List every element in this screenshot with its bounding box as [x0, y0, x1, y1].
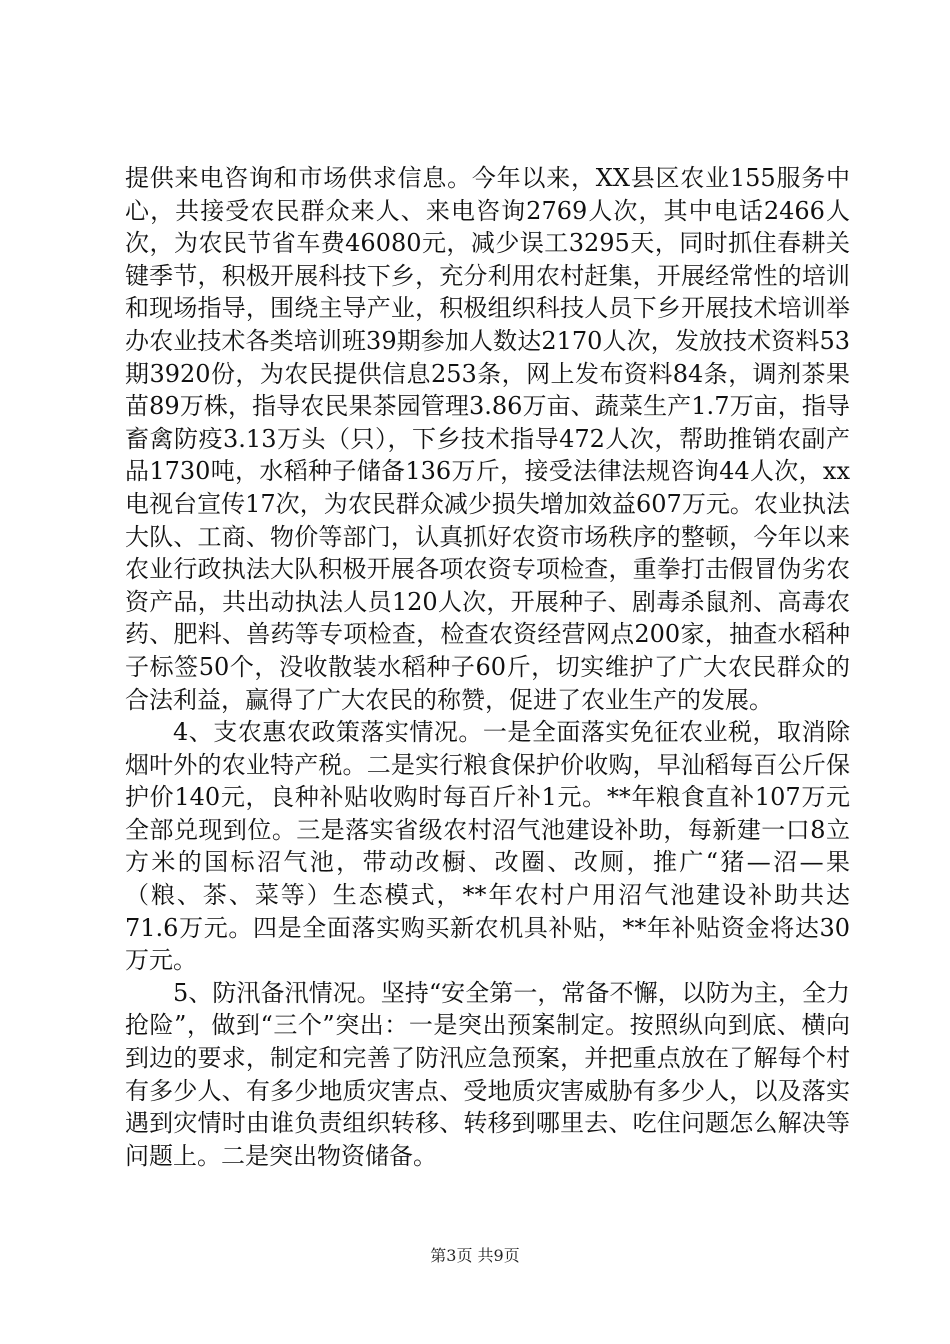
paragraph-service-center: 提供来电咨询和市场供求信息。今年以来，XX县区农业155服务中心，共接受农民群众来人、来电咨询2769人次，其中电话2466人次，为农民节省车费46080元，减少误工3295天，同时抓住春耕关键季节，积极开展科技下乡，充分利用农村赶集，开展经常性的培训和现场指导，围绕主导产业，积极组织科技人员下乡开展技术培训举办农业技术各类培训班39期参加人数达2170人次，发放技术资料53期3920份，为农民提供信息253条，网上发布资料84条，调剂茶果苗89万株，指导农民果茶园管理3.86万亩、蔬菜生产1.7万亩，指导畜禽防疫3.13万头（只），下乡技术指导472人次，帮助推销农副产品1730吨，水稻种子储备136万斤，接受法律法规咨询44人次，xx电视台宣传17次，为农民群众减少损失增加效益607万元。农业执法大队、工商、物价等部门，认真抓好农资市场秩序的整顿，今年以来农业行政执法大队积极开展各项农资专项检查，重拳打击假冒伪劣农资产品，共出动执法人员120人次，开展种子、剧毒杀鼠剂、高毒农药、肥料、兽药等专项检查，检查农资经营网点200家，抽查水稻种子标签50个，没收散装水稻种子60斤，切实维护了广大农民群众的合法利益，赢得了广大农民的称赞，促进了农业生产的发展。 — [125, 164, 850, 714]
paragraph-subsidy-policy: 4、支农惠农政策落实情况。一是全面落实免征农业税，取消除烟叶外的农业特产税。二是实行粮食保护价收购，早汕稻每百公斤保护价140元，良种补贴收购时每百斤补1元。**年粮食直补107万元全部兑现到位。三是落实省级农村沼气池建设补助，每新建一口8立方米的国标沼气池，带动改橱、改圈、改厕，推广“猪—沼—果（粮、茶、菜等）生态模式，**年农村户用沼气池建设补助共达71.6万元。四是全面落实购买新农机具补贴，**年补贴资金将达30万元。 — [125, 718, 850, 975]
paragraph-flood-control: 5、防汛备汛情况。坚持“安全第一，常备不懈，以防为主，全力抢险”，做到“三个”突出：一是突出预案制定。按照纵向到底、横向到边的要求，制定和完善了防汛应急预案，并把重点放在了解每个村有多少人、有多少地质灾害点、受地质灾害威胁有多少人，以及落实遇到灾情时由谁负责组织转移、转移到哪里去、吃住问题怎么解决等问题上。二是突出物资储备。 — [125, 978, 850, 1170]
page-number-footer: 第3页 共9页 — [430, 1246, 520, 1265]
document-body — [125, 162, 850, 1172]
